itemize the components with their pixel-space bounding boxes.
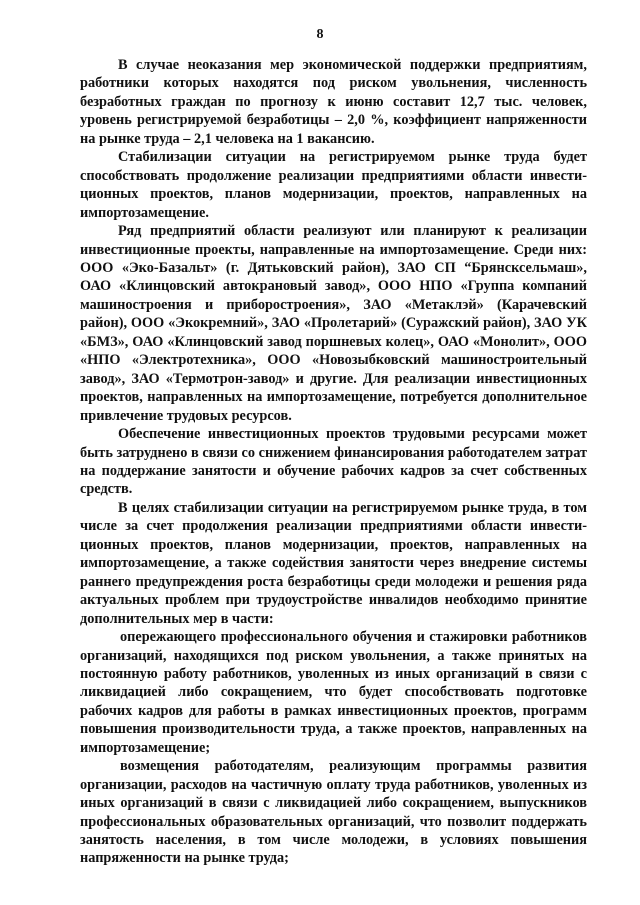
paragraph-labor-resources: Обеспечение инвестиционных проектов трудовыми ресурсами может быть затруднено в связи со снижением финансирования работодателем затрат на поддержание занятости и обучение рабочих кадров за счет собственных средств. (80, 426, 587, 498)
paragraph-unemployment-forecast: В случае неоказания мер экономической поддержки предприятиям, работники которых находятся под риском увольнения, численность безработных граждан по прогнозу к июню составит 12,7 тыс. человек, уровень регистрируемой безработицы – 2,0 %, коэффициент напряженности на рынке труда – 2,1 человека на 1 вакансию. (80, 57, 587, 147)
page-number: 8 (316, 27, 324, 42)
list-item-training: опережающего профессионального обучения и стажировки работников организаций, находящихся под риском увольнения, а также принятых на постоянную работу работников, уволенных из иных организаций в связи с ликвидацией либо сокращением, что будет способствовать подготовке рабочих кадров для работы в рамках инвестиционных проектов, программ повышения производительности труда, а также проектов, направленных на импортозамещение; (80, 629, 587, 756)
paragraph-enterprises-list: Ряд предприятий области реализуют или планируют к реализации инвестиционные проекты, направленные на импортозамещение. Среди них: ООО «Эко-Базальт» (г. Дятьковский район), ЗАО СП “Брянсксельмаш», ОАО «Клинцовский автокрановый завод», ООО НПО «Группа компаний машиностроения и приборостроения», ЗАО «Метаклэй» (Карачевский район), ООО «Экокремний», ЗАО «Пролетарий» (Суражский район), ЗАО УК «БМЗ», ОАО «Клинцовский завод поршневых колец», ОАО «Монолит», ООО «НПО «Электротехника», ООО «Новозыбковский машиностроительный завод», ЗАО «Термотрон-завод» и другие. Для реализации инвестиционных проектов, направленных на импортозамещение, потребуется дополнительное привлечение трудовых ресурсов. (80, 223, 587, 424)
paragraph-additional-measures: В целях стабилизации ситуации на регистрируемом рынке труда, в том числе за счет продолжения реализации предприятиями области инвестиционных проектов, планов модернизации, проектов, направленных на импортозамещение, а также содействия занятости через внедрение системы раннего предупреждения роста безработицы среди молодежи и решения ряда актуальных проблем при трудоустройстве инвалидов необходимо принятие дополнительных мер в части: (80, 499, 587, 627)
document-body (80, 56, 587, 868)
paragraph-stabilization: Стабилизации ситуации на регистрируемом рынке труда будет способствовать продолжение реализации предприятиями области инвестиционных проектов, планов модернизации, проектов, направленных на импортозамещение. (80, 149, 587, 221)
list-item-compensation: возмещения работодателям, реализующим программы развития организации, расходов на частичную оплату труда работников, уволенных из иных организаций в связи с ликвидацией либо сокращением, выпускников профессиональных образовательных организаций, что позволит поддержать занятость населения, в том числе молодежи, в условиях повышения напряженности на рынке труда; (80, 758, 587, 867)
